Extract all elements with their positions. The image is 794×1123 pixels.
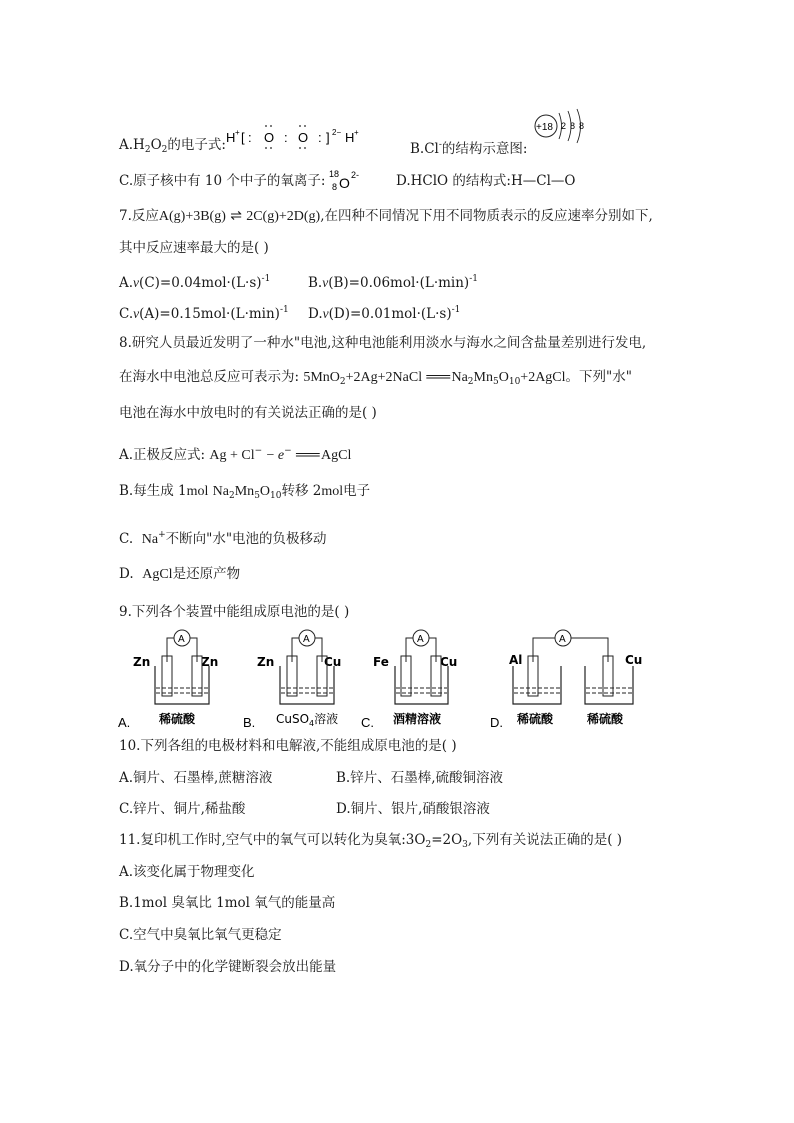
formula-h2: H [345, 130, 355, 145]
svg-text:+: + [354, 128, 359, 137]
equal-sign-icon: ═══ [426, 370, 448, 385]
q9-text: 9.下列各个装置中能组成原电池的是( ) [119, 604, 350, 620]
q8-option-a: A.正极反应式: Ag + Cl− − e− ═══ AgCl [119, 446, 352, 463]
cl-ion-structure-diagram [532, 106, 592, 146]
option-6b: B.Cl-的结构示意图: [410, 140, 528, 157]
device-a [118, 630, 218, 730]
shell-2: 8 [570, 121, 576, 131]
q7-option-b: $B.v(B)=0.06mol\cdot(L\cdot\min)^{-1}$ [308, 274, 478, 291]
q8-option-b: B.每生成 1mol $Na_2Mn_5O_{10}$转移 2mol电子 [119, 483, 371, 501]
q7-option-d: $D.v(D)=0.01mol\cdot(L\cdot s)^{-1}$ [308, 305, 461, 322]
device-b [243, 630, 341, 730]
q8-line2: 在海水中电池总反应可表示为: 5MnO$_2$+2Ag+2NaCl ═══ $Na_2Mn_5O_{10}+2AgCl$。下列"水" [119, 369, 632, 387]
svg-text:A: A [559, 634, 566, 645]
device-d-left-electrode: Al [509, 653, 523, 667]
q10-option-b: B.锌片、石墨棒,硫酸铜溶液 [336, 770, 504, 786]
option-6d: D.HClO 的结构式:H—Cl—O [396, 173, 576, 189]
shell-1: 2 [561, 121, 567, 131]
svg-text:[: [ [241, 130, 245, 145]
q8-option-d: D. AgCl是还原产物 [119, 566, 241, 582]
q7-option-c: $C.v(A)=0.15mol\cdot(L\cdot\min)^{-1}$ [119, 305, 289, 322]
svg-text:A: A [178, 634, 185, 645]
device-d [490, 630, 642, 730]
svg-text:A: A [303, 634, 310, 645]
equal-sign-icon: ═══ [295, 448, 317, 463]
device-a-left-electrode: Zn [133, 655, 151, 669]
device-d-right-electrode: Cu [625, 653, 643, 667]
device-b-letter: B. [243, 715, 256, 730]
svg-text:+: + [235, 128, 240, 137]
svg-text::: : [248, 130, 252, 145]
q11-option-d: D.氧分子中的化学键断裂会放出能量 [119, 959, 337, 975]
device-c-right-electrode: Cu [440, 655, 458, 669]
device-a-letter: A. [118, 715, 131, 730]
svg-text:A: A [417, 634, 424, 645]
svg-text::: : [284, 130, 288, 145]
q11-text: 11.复印机工作时,空气中的氧气可以转化为臭氧$:3O_2=2O_3$,下列有关说法正确的是( ) [119, 832, 623, 850]
svg-text:2−: 2− [332, 128, 342, 137]
q7-line1: 7.反应A(g)+3B(g) ⇌ 2C(g)+2D(g),在四种不同情况下用不同物质表示的反应速率分别如下, [119, 208, 653, 224]
oxygen-ion-notation [327, 166, 367, 194]
device-d-letter: D. [490, 715, 503, 730]
element-symbol: O [339, 175, 350, 191]
device-a-solution: 稀硫酸 [159, 712, 196, 726]
atomic-number: 8 [332, 182, 338, 192]
svg-text::: : [318, 130, 322, 145]
q10-text: 10.下列各组的电极材料和电解液,不能组成原电池的是( ) [119, 738, 457, 754]
formula-o2: O [298, 130, 309, 145]
q9-devices-figure [115, 626, 645, 734]
q8-line3: 电池在海水中放电时的有关说法正确的是( ) [119, 405, 377, 421]
option-6a: $A.H_2O_2$的电子式: [119, 137, 226, 155]
device-b-right-electrode: Cu [324, 655, 342, 669]
q10-option-c: C.锌片、铜片,稀盐酸 [119, 801, 246, 817]
device-d-solution-right: 稀硫酸 [587, 712, 624, 726]
device-d-solution-left: 稀硫酸 [517, 712, 554, 726]
nucleus-charge: +18 [536, 122, 553, 133]
q11-option-c: C.空气中臭氧比氧气更稳定 [119, 927, 282, 943]
q7-option-a: $A.v(C)=0.04mol\cdot(L\cdot s)^{-1}$ [119, 274, 271, 291]
q10-option-d: D.铜片、银片,硝酸银溶液 [336, 801, 490, 817]
option-6c: C.原子核中有 10 个中子的氧离子: [119, 173, 326, 189]
q7-line2: 其中反应速率最大的是( ) [119, 240, 269, 256]
shell-3: 8 [579, 121, 585, 131]
q8-line1: 8.研究人员最近发明了一种水"电池,这种电池能利用淡水与海水之间含盐量差别进行发电, [119, 335, 647, 351]
mass-number: 18 [329, 169, 340, 179]
device-c-solution: 酒精溶液 [393, 712, 442, 726]
device-c-left-electrode: Fe [373, 655, 389, 669]
reversible-arrow-icon: ⇌ [230, 209, 242, 224]
q8-option-c: C. Na+不断向"水"电池的负极移动 [119, 530, 327, 547]
device-c [361, 630, 457, 730]
q10-option-a: A.铜片、石墨棒,蔗糖溶液 [119, 770, 273, 786]
q11-option-b: B.1mol 臭氧比 1mol 氧气的能量高 [119, 895, 336, 911]
svg-text:]: ] [326, 130, 330, 145]
device-c-letter: C. [361, 715, 374, 730]
device-b-solution: CuSO$_4$溶液 [276, 712, 339, 728]
device-a-right-electrode: Zn [201, 655, 219, 669]
formula-h1: H [226, 130, 236, 145]
q11-option-a: A.该变化属于物理变化 [119, 864, 255, 880]
ion-charge: 2- [351, 170, 360, 180]
device-b-left-electrode: Zn [257, 655, 275, 669]
h2o2-electron-formula [226, 118, 376, 154]
formula-o1: O [264, 130, 275, 145]
